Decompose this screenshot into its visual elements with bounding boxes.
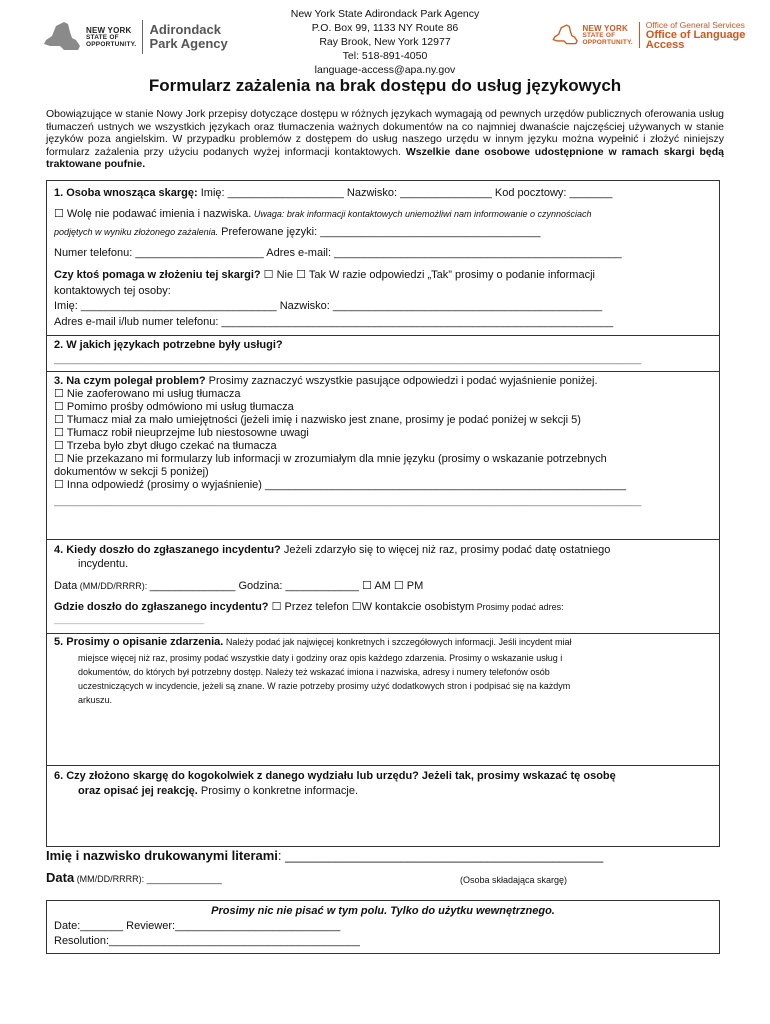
office-use-title: Prosimy nic nie pisać w tym polu. Tylko do użytku wewnętrznego.	[211, 905, 555, 917]
s1-lang-line[interactable]	[54, 226, 713, 239]
s3-instructions: Prosimy zaznaczyć wszystkie pasujące odpowiedzi i podać wyjaśnienie poniżej.	[205, 375, 598, 387]
office-use-date-reviewer: Date:_______ Reviewer:___________________________	[54, 920, 341, 932]
s3-question	[54, 375, 713, 388]
s3-option-5[interactable]: ☐ Trzeba było zbyt długo czekać na tłumacza	[54, 440, 277, 452]
s3-explain-line[interactable]: ________________________________________________________________________________________________	[54, 495, 642, 507]
section-4	[47, 539, 719, 634]
ogs-state-of: STATE OF	[582, 31, 616, 39]
s5-text2: miejsce więcej niż raz, prosimy podać wszystkie daty i godziny oraz opis każdego zdarzenia. Prosimy o wskazanie usług i	[78, 653, 563, 663]
logo-ny-text: NEW YORK	[86, 25, 132, 35]
s1-anon-checkbox[interactable]: ☐ Wolę nie podawać imienia i nazwiska.	[54, 208, 252, 220]
section-5	[47, 633, 719, 766]
logo-opportunity: OPPORTUNITY.	[86, 40, 137, 48]
agency-email[interactable]: language-access@apa.ny.gov	[314, 64, 456, 76]
s2-answer-line[interactable]: ________________________________________________________________________________________________	[54, 353, 642, 365]
s3-option-3[interactable]: ☐ Tłumacz miał za mało umiejętności (jeżeli imię i nazwisko jest znane, prosimy je podać poniżej w sekcji 5)	[54, 414, 581, 426]
s5-text3: dokumentów, do których był potrzebny dostęp. Należy też wskazać imiona i nazwiska, adresy i numery telefonów osób	[78, 667, 550, 677]
ogs-opportunity: OPPORTUNITY.	[582, 38, 633, 46]
ogs-ny-text: NEW YORK	[582, 23, 628, 33]
s4-date-label: Data	[54, 580, 78, 592]
section-3	[47, 371, 719, 540]
logo-agency-line1: Adirondack	[149, 22, 221, 37]
new-york-state-orange-icon	[552, 22, 578, 48]
office-use-box	[46, 900, 720, 954]
s1-anon-line[interactable]	[54, 208, 713, 221]
s6-label1: 6. Czy złożono skargę do kogokolwiek z danego wydziału lub urzędu? Jeżeli tak, prosimy wskazać tę osobę	[54, 770, 616, 782]
printed-name-label: Imię i nazwisko drukowanymi literami	[46, 848, 278, 863]
s1-phone-email[interactable]: Numer telefonu: _____________________ Adres e-mail: _______________________________________________	[54, 247, 622, 259]
s1-help-cont: kontaktowych tej osoby:	[54, 285, 171, 297]
agency-phone: Tel: 518-891-4050	[342, 50, 428, 62]
s6-question-2	[78, 785, 713, 798]
s4-cont: incydentu.	[78, 558, 129, 570]
s1-help-question: Czy ktoś pomaga w złożeniu tej skargi?	[54, 269, 261, 281]
s6-instructions: Prosimy o konkretne informacje.	[197, 785, 359, 797]
s3-option-1[interactable]: ☐ Nie zaoferowano mi usług tłumacza	[54, 388, 241, 400]
s3-option-other[interactable]: ☐ Inna odpowiedź (prosimy o wyjaśnienie) ___________________________________________________________	[54, 479, 626, 491]
s1-name-fields: Imię: ___________________ Nazwisko: _______________ Kod pocztowy: _______	[197, 187, 613, 199]
agency-po-box: P.O. Box 99, 1133 NY Route 86	[311, 22, 459, 34]
s1-helper-name[interactable]: Imię: ________________________________ Nazwisko: ____________________________________________	[54, 300, 603, 312]
s4-date-format: (MM/DD/RRRR):	[77, 581, 150, 591]
s3-option-4[interactable]: ☐ Tłumacz robił nieuprzejme lub niestosowne uwagi	[54, 427, 309, 439]
ogs-logo	[552, 20, 770, 50]
signature-date-field[interactable]: (MM/DD/RRRR): _______________	[74, 874, 222, 884]
signature-date-label: Data	[46, 870, 75, 885]
office-use-resolution: Resolution:_________________________________________	[54, 935, 360, 947]
agency-city: Ray Brook, New York 12977	[319, 36, 451, 48]
s1-lang-field[interactable]: Preferowane języki: ____________________________________	[218, 226, 541, 238]
s4-label: 4. Kiedy doszło do zgłaszanego incydentu?	[54, 544, 281, 556]
s4-date-fields[interactable]: ______________ Godzina: ____________ ☐ AM ☐ PM	[149, 580, 424, 592]
printed-name-line[interactable]	[46, 848, 603, 863]
s4-where-address: Prosimy podać adres:	[474, 602, 564, 612]
s3-label: 3. Na czym polegał problem?	[54, 375, 206, 387]
intro-bold: Wszelkie dane osobowe udostępnione w ramach skargi będą traktowane poufnie.	[46, 145, 724, 171]
intro-paragraph	[46, 108, 724, 171]
logo-state-of: STATE OF	[86, 33, 119, 41]
s1-help-line[interactable]	[54, 269, 713, 282]
s4-where-question: Gdzie doszło do zgłaszanego incydentu?	[54, 601, 269, 613]
agency-name: New York State Adirondack Park Agency	[290, 8, 480, 20]
ogs-line2: Office of Language Access	[645, 29, 746, 51]
section-6	[47, 765, 719, 846]
s3-option-2[interactable]: ☐ Pomimo prośby odmówiono mi usług tłumacza	[54, 401, 294, 413]
s1-helper-contact[interactable]: Adres e-mail i/lub numer telefonu: ________________________________________________________________	[54, 316, 614, 328]
s5-text1: Należy podać jak najwięcej konkretnych i szczegółowych informacji. Jeśli incydent miał	[223, 637, 572, 647]
s1-label: 1. Osoba wnosząca skargę:	[54, 187, 198, 199]
s5-question	[54, 636, 713, 649]
s3-option-6[interactable]: ☐ Nie przekazano mi formularzy lub informacji w zrozumiałym dla mnie języku (prosimy o wskazanie potrzebnych	[54, 453, 607, 465]
s4-date-time[interactable]	[54, 580, 713, 593]
s5-text5: arkuszu.	[78, 695, 113, 705]
logo-agency-line2: Park Agency	[149, 36, 228, 51]
ogs-divider	[639, 22, 640, 48]
complaint-form-box	[46, 180, 720, 847]
s5-label: 5. Prosimy o opisanie zdarzenia.	[54, 636, 224, 648]
s6-label2: oraz opisać jej reakcję.	[78, 785, 198, 797]
section-1	[47, 181, 719, 336]
signature-who: (Osoba składająca skargę)	[460, 875, 568, 885]
s4-where-options[interactable]: ☐ Przez telefon ☐W kontakcie osobistym	[268, 601, 475, 613]
s1-complainant-line[interactable]	[54, 187, 713, 200]
s1-anon-note: Uwaga: brak informacji kontaktowych uniemożliwi nam informowanie o czynnościach	[251, 209, 592, 219]
s3-option-6-cont: dokumentów w sekcji 5 poniżej)	[54, 466, 209, 478]
form-title: Formularz zażalenia na brak dostępu do usług językowych	[148, 76, 622, 95]
section-2	[47, 335, 719, 372]
signature-date-line[interactable]	[46, 870, 222, 885]
s4-question	[54, 544, 713, 557]
s2-label: 2. W jakich językach potrzebne były usługi?	[54, 339, 283, 351]
ogs-line1: Office of General Services	[645, 20, 745, 30]
printed-name-field[interactable]: : ____________________________________________	[277, 848, 604, 863]
s4-instructions: Jeżeli zdarzyło się to więcej niż raz, prosimy podać datę ostatniego	[280, 544, 611, 556]
s1-help-options[interactable]: ☐ Nie ☐ Tak W razie odpowiedzi „Tak” prosimy o podanie informacji	[260, 269, 595, 281]
intro-text: Obowiązujące w stanie Nowy Jork przepisy dotyczące dostępu w różnych językach wymagają od pewnych urzędów publicznych oferowania usług tłumaczeń ustnych we wszystkich językach oraz tłumaczenia ważnych dokumentów na co najmniej dwanaście najczęściej używanych w stanie języków poza angielskim. W przypadku problemów z dostępem do usług naszego urzędu w innym języku można wypełnić i złożyć niniejszy formularz zażalenia przy użyciu podanych wyżej informacji kontaktowych.	[46, 108, 724, 158]
s1-anon-note2: podjętych w wyniku złożonego zażalenia.	[54, 227, 219, 237]
s4-address-line[interactable]: ______________________________	[54, 614, 205, 624]
s5-text4: uczestniczących w incydencie, jeżeli są znane. W razie potrzeby prosimy użyć dodatkowych stron i podpisać się na każdym	[78, 681, 571, 691]
